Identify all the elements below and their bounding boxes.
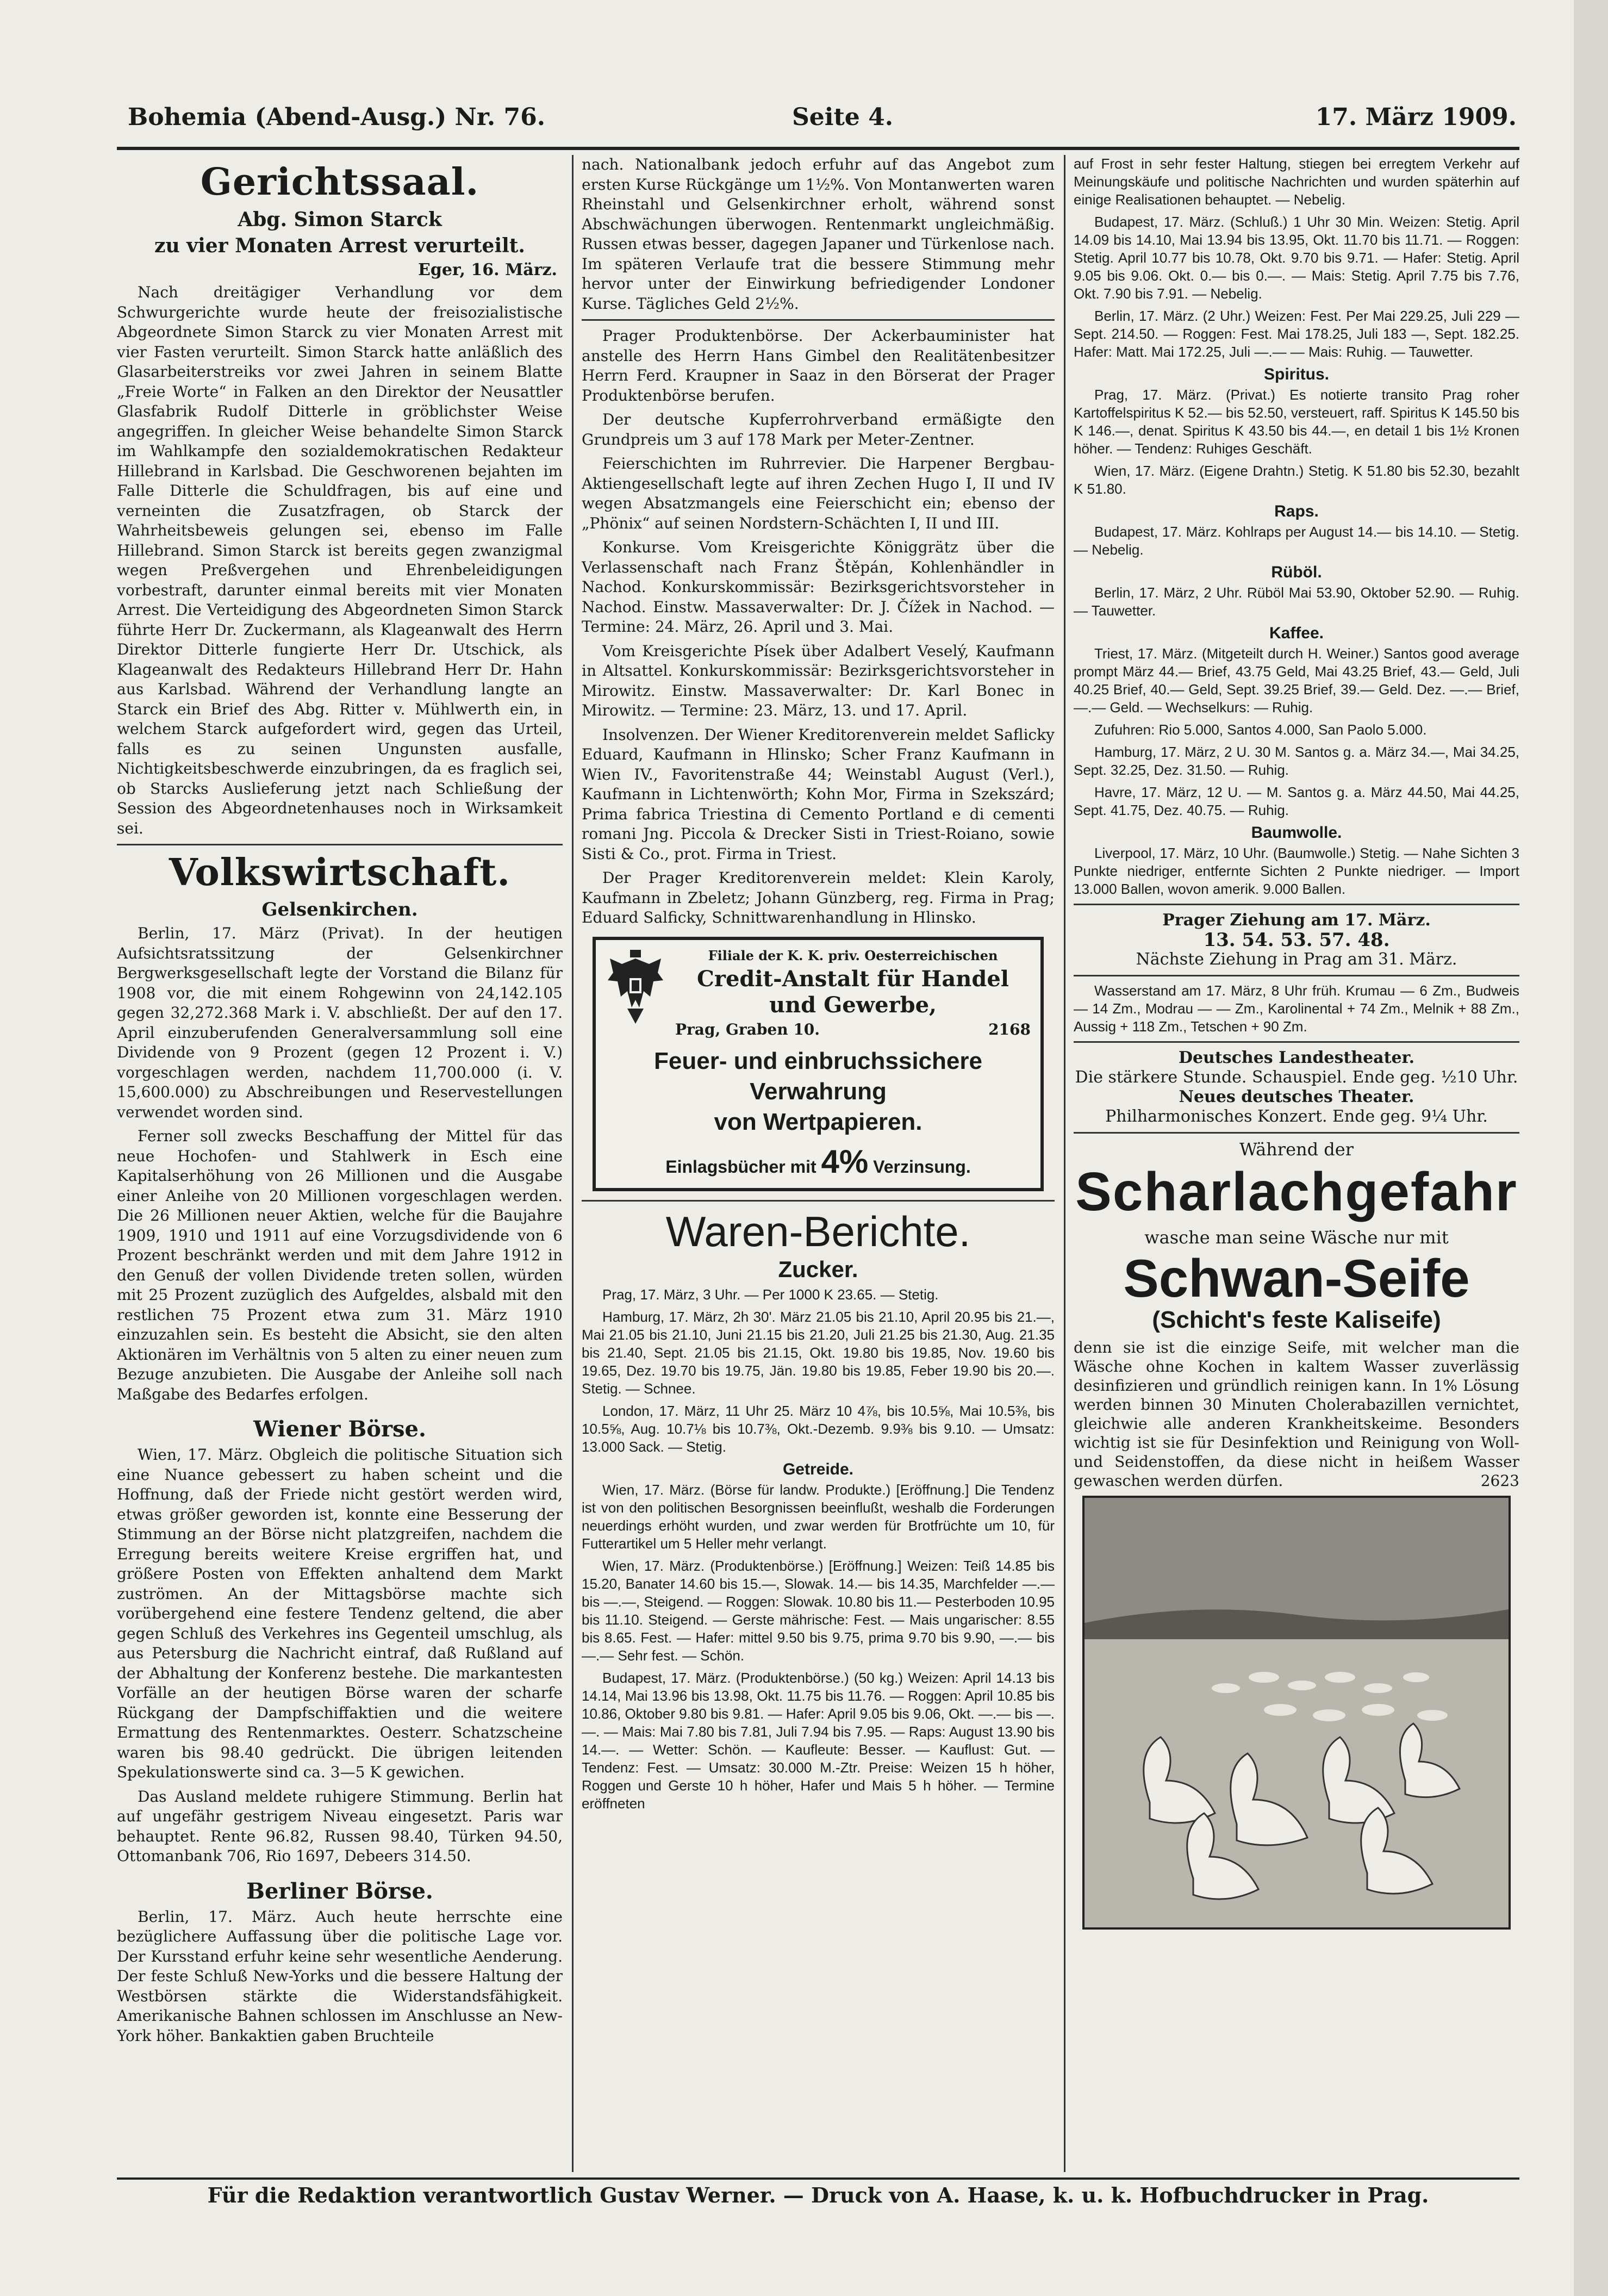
divider <box>1074 1132 1519 1134</box>
kaffee-hamburg: Hamburg, 17. März, 2 U. 30 M. Santos g. a. März 34.—, Mai 34.25, Sept. 32.25, Dez. 31.50. — Ruhig. <box>1074 744 1519 778</box>
ad-number: 2168 <box>988 1020 1031 1038</box>
zucker-hamburg: Hamburg, 17. März, 2h 30'. März 21.05 bis 21.10, April 20.95 bis 21.—, Mai 21.05 bis 21.10, Juni 21.15 bis 21.20, Juli 21.25 bis 21.30, Aug. 21.35 bis 21.40, Sept. 21.05 bis 21.15, Okt. 19.80 bis 19.85, Nov. 19.60 bis 19.65, Dez. 19.70 bis 19.75, Jän. 19.80 bis 19.85, Feber 19.90 bis 20.—. Stetig. — Schnee. <box>582 1308 1055 1397</box>
ad-number: 2623 <box>1480 1472 1519 1490</box>
wiener-paragraph-2: Das Ausland meldete ruhigere Stimmung. Berlin hat auf ungefähr gestrigem Niveau eingesetzt. Paris war behauptet. Rente 96.82, Russen 98.40, Türken 94.50, Ottomanbank 706, Rio 1697, Debeers 314.50. <box>117 1787 563 1865</box>
gericht-subtitle-1: Abg. Simon Starck <box>238 208 442 231</box>
insolvenzen-1: Insolvenzen. Der Wiener Kreditorenverein meldet Saflicky Eduard, Kaufmann in Hlinsko; Scher Franz Kaufmann in Wien IV., Favoritenstraße 44; Weinstabl August (Verl.), Kaufmann in Lichtenwörth; Kohn Mor, Firma in Szekszárd; Prima fabrica Triestina di Cemento Portland e di cementi romani Jng. Piccola & Drecker Sisti in Triest-Roiano, sowie Sisti & Co., prot. Firma in Triest. <box>582 725 1055 863</box>
ad-scharlachgefahr: Scharlachgefahr <box>1075 1161 1518 1222</box>
wiener-title: Wiener Börse. <box>253 1416 426 1442</box>
konkurse-2: Vom Kreisgerichte Písek über Adalbert Veselý, Kaufmann in Altsattel. Konkurskommissär: Bezirksgerichtsvorsteher in Mirowitz. Einstw. Massaverwalter: Dr. Karl Bonec in Mirowitz. — Termine: 23. März, 13. und 17. April. <box>582 642 1055 719</box>
getreide-heading: Getreide. <box>782 1460 854 1478</box>
ad-schwan-seife: Schwan-Seife <box>1123 1248 1470 1308</box>
footer-imprint: Für die Redaktion verantwortlich Gustav Werner. — Druck von A. Haase, k. u. k. Hofbuchdrucker in Prag. <box>207 2183 1429 2207</box>
gericht-dateline: Eger, 16. März. <box>417 260 557 279</box>
header-date: 17. März 1909. <box>1315 103 1517 131</box>
column-3 <box>1074 155 1519 2172</box>
ruboel-heading: Rüböl. <box>1271 563 1322 581</box>
insolvenzen-2: Der Prager Kreditorenverein meldet: Klein Karoly, Kaufmann in Zbeletz; Johann Günzberg, reg. Firma in Prag; Eduard Salficky, Schnittwarenhandlung in Hlinsko. <box>582 869 1055 926</box>
kupferrohrverband: Der deutsche Kupferrohrverband ermäßigte den Grundpreis um 3 auf 178 Mark per Meter-Zentner. <box>582 410 1055 449</box>
credit-anstalt-ad <box>593 937 1044 1191</box>
divider <box>1074 975 1519 976</box>
ad-bottom-post: Verzinsung. <box>873 1156 971 1177</box>
ad-interest-rate: 4% <box>821 1143 869 1180</box>
ad-headline-1: Feuer- und einbruchssichere Verwahrung <box>654 1047 982 1105</box>
page-edge <box>1574 0 1608 2296</box>
ziehung-heading: Prager Ziehung am 17. März. <box>1162 911 1431 930</box>
gericht-title: Gerichtssaal. <box>200 160 479 204</box>
column-rule-2 <box>1064 155 1065 2172</box>
prager-produktenboerse: Prager Produktenbörse. Der Ackerbauminister hat anstelle des Herrn Hans Gimbel den Realitätenbesitzer Herrn Ferd. Kraupner in Saaz in den Börserat der Prager Produktenbörse berufen. <box>582 327 1055 405</box>
kaffee-triest: Triest, 17. März. (Mitgeteilt durch H. Weiner.) Santos good average prompt März 44.— Brief, 43.75 Geld, Mai 43.25 Brief, 43.— Geld, Juli 40.25 Brief, 40.— Geld, Sept. 39.25 Brief, 39.— Geld. Dez. —.— Brief, —.— Geld. — Wechselkurs: — Ruhig. <box>1074 645 1519 715</box>
footer-rule <box>117 2177 1519 2180</box>
waren-title: Waren-Berichte. <box>665 1207 971 1255</box>
double-eagle-icon <box>606 948 665 1029</box>
theater-2-program: Philharmonisches Konzert. Ende geg. 9¼ Uhr. <box>1105 1107 1488 1126</box>
ad-lead-2: wasche man seine Wäsche nur mit <box>1144 1227 1449 1248</box>
wasserstand: Wasserstand am 17. März, 8 Uhr früh. Krumau — 6 Zm., Budweis — 14 Zm., Modrau — — Zm., Karolinental + 74 Zm., Melnik + 88 Zm., Aussig + 118 Zm., Tetschen + 90 Zm. <box>1074 982 1519 1035</box>
raps-heading: Raps. <box>1274 502 1319 520</box>
theater-1-program: Die stärkere Stunde. Schauspiel. Ende geg. ½10 Uhr. <box>1075 1068 1518 1087</box>
zucker-heading: Zucker. <box>778 1256 858 1282</box>
ad-lead: Während der <box>1239 1139 1354 1160</box>
ad-filiale: Filiale der K. K. priv. Oesterreichischen <box>708 947 998 963</box>
berliner-paragraph: Berlin, 17. März. Auch heute herrschte eine bezüglichere Auffassung über die politische Lage vor. Der Kursstand erfuhr keine sehr wesentliche Aenderung. Der feste Schluß New-Yorks und die bessere Haltung der Westbörsen stärkte die Widerstandsfähigkeit. Amerikanische Bahnen schlossen im Anschlusse an New-York höher. Bankaktien gaben Bruchteile <box>117 1907 563 2045</box>
volks-title: Volkswirtschaft. <box>169 851 511 894</box>
feierschichten: Feierschichten im Ruhrrevier. Die Harpener Bergbau-Aktiengesellschaft legte auf ihren Zechen Hugo I, II und IV wegen Absatzmangels eine Feierschicht ein; ebenso der „Phönix“ auf seinen Nordstern-Schächten I, II und III. <box>582 455 1055 532</box>
berliner-title: Berliner Börse. <box>246 1878 433 1904</box>
divider <box>1074 904 1519 905</box>
kaffee-heading: Kaffee. <box>1269 624 1324 642</box>
zucker-london: London, 17. März, 11 Uhr 25. März 10 4⅞, bis 10.5⅝, Mai 10.5⅜, bis 10.5⅝, Aug. 10.7⅛ bis 10.7⅜, Okt.-Dezemb. 9.9⅜ bis 9.10. — Umsatz: 13.000 Sack. — Stetig. <box>582 1402 1055 1455</box>
kaffee-zufuhren: Zufuhren: Rio 5.000, Santos 4.000, San Paolo 5.000. <box>1094 721 1427 738</box>
baumwolle-heading: Baumwolle. <box>1251 824 1342 842</box>
volks-paragraph-2: Ferner soll zwecks Beschaffung der Mittel für das neue Hochofen- und Stahlwerk in Esch eine Kapitalserhöhung von 26 Millionen und die Ausgabe einer Anleihe von 20 Millionen vorgeschlagen werden. Die 26 Millionen neuer Aktien, welche für die Baujahre 1909, 1910 und 1911 auf eine Vorzugsdividende von 6 Prozent beschränkt werden und mit dem Jahre 1912 in den Genuß der vollen Dividende treten sollen, würden mit 25 Prozent zuzüglich des Aufgeldes, alsbald mit den restlichen 75 Prozent etwa zum 31. März 1910 einzuzahlen sein. Es besteht die Absicht, sie den alten Aktionären im Verhältnis von 5 alten zu einer neuen zum Bezuge anzubieten. Die Ausgabe der Anleihe soll nach Maßgabe des Bedarfes erfolgen. <box>117 1127 563 1403</box>
column-2 <box>582 155 1055 2172</box>
divider <box>582 1200 1055 1202</box>
column-1 <box>117 155 563 2172</box>
getreide-budapest: Budapest, 17. März. (Produktenbörse.) (50 kg.) Weizen: April 14.13 bis 14.14, Mai 13.96 bis 13.98, Okt. 11.75 bis 11.76. — Roggen: April 10.85 bis 10.86, Oktober 9.80 bis 9.81. — Hafer: April 9.05 bis 9.06, Okt. —.— bis —.—. — Mais: Mai 7.80 bis 7.81, Juli 7.94 bis 7.95. — Raps: August 13.90 bis 14.—. — Wetter: Schön. — Kaufleute: Besser. — Kauflust: Gut. — Tendenz: Fest. — Umsatz: 30.000 M.-Ztr. Preise: Weizen 15 h höher, Roggen und Gerste 10 h höher, Hafer und Mais 5 h höher. — Termine eröffneten <box>582 1669 1055 1812</box>
ad-bank-name: Credit-Anstalt für Handel und Gewerbe, <box>697 966 1009 1018</box>
spiritus-prag: Prag, 17. März. (Privat.) Es notierte transito Prag roher Kartoffelspiritus K 52.— bis 52.50, versteuert, raff. Spiritus K 145.50 bis K 146.—, denat. Spiritus K 43.50 bis 44.—, en detail 1 bis 1½ Kronen höher. — Tendenz: Ruhiges Geschäft. <box>1074 387 1519 457</box>
ad-address: Prag, Graben 10. <box>675 1020 820 1038</box>
getreide-budapest-schluss: Budapest, 17. März. (Schluß.) 1 Uhr 30 Min. Weizen: Stetig. April 14.09 bis 14.10, Mai 13.94 bis 13.95, Okt. 11.70 bis 11.71. — Roggen: Stetig. April 10.77 bis 10.78, Okt. 9.70 bis 9.71. — Hafer: Stetig. April 9.05 bis 9.06. Okt. 0.— bis 0.—. — Mais: Stetig. April 7.75 bis 7.76, Okt. 7.90 bis 7.91. — Nebelig. <box>1074 214 1519 302</box>
volks-paragraph-1: Berlin, 17. März (Privat). In der heutigen Aufsichtsratssitzung der Gelsenkirchner Bergwerksgesellschaft legte der Vorstand die Bilanz für 1908 vor, die mit einem Rohgewinn von 24,142.105 gegen 32,272.368 Mark i. V. abschließt. Der auf den 17. April einzuberufenden Generalversammlung soll eine Dividende von 9 Prozent (gegen 12 Prozent i. V.) vorgeschlagen werden, nachdem 11,700.000 (i. V. 15,600.000) zu Abschreibungen und Reservestellungen verwendet worden sind. <box>117 924 563 1121</box>
kaffee-havre: Havre, 17. März, 12 U. — M. Santos g. a. März 44.50, Mai 44.25, Sept. 41.75, Dez. 40.75. — Ruhig. <box>1074 784 1519 818</box>
gericht-body: Nach dreitägiger Verhandlung vor dem Schwurgerichte wurde heute der freisozialistische Abgeordnete Simon Starck zu vier Monaten Arrest mit vier Fasten verurteilt. Simon Starck hatte anläßlich des Glasarbeiterstreiks vor zwei Jahren in seinem Blatte „Freie Worte“ in Falken an den Direktor der Neusattler Glasfabrik Rudolf Ditterle in gröblichster Weise angegriffen. In gleicher Weise behandelte Simon Starck im Wahlkampfe den sozialdemokratischen Redakteur Hillebrand in Karlsbad. Die Geschworenen bejahten im Falle Ditterle die Schuldfragen, bis auf eine und verneinten die Zusatzfragen, ob Starck der Wahrheitsbeweis gelungen sei, ebenso im Falle Hillebrand. Simon Starck ist bereits gegen zwanzigmal wegen Preßvergehen und Ehrenbeleidigungen vorbestraft, darunter einmal bereits mit vier Monaten Arrest. Die Verteidigung des Abgeordneten Simon Starck führte Herr Dr. Zuckermann, als Klageanwalt des Herrn Direktor Ditterle fungierte Herr Dr. Utschick, als Klageanwalt des Redakteurs Hillebrand Herr Dr. Hahn aus Karlsbad. Während der Verhandlung langte an Starck ein Brief des Abg. Ritter v. Mühlwerth ein, in welchem Starck aufgefordert wird, gegen das Urteil, falls es zu seinen Ungunsten ausfalle, Nichtigkeitsbeschwerde einzubringen, da es fraglich sei, ob Starcks Auslieferung jetzt nach Schließung der Session des Abgeordnetenhauses noch in Wirksamkeit sei. <box>117 283 563 837</box>
wiener-paragraph-1: Wien, 17. März. Obgleich die politische Situation sich eine Nuance gebessert zu haben scheint und die Hoffnung, daß der Friede nicht gestört werden wird, etwas größer geworden ist, konnte eine Besserung der Stimmung an der Börse nicht platzgreifen, nachdem die Erregung bereits weitere Kreise ergriffen hat, und größere Posten von Effekten anhaltend dem Markt zuströmen. An der Mittagsbörse machte sich vorübergehend eine festere Tendenz geltend, die aber gegen Schluß des Verkehres ins Gegenteil umschlug, als aus Petersburg die Nachricht eintraf, daß Rußland auf der Abhaltung der Konferenz bestehe. Die markantesten Vorfälle an der heutigen Börse waren der scharfe Rückgang der Dampfschiffaktien und die weitere Ermattung des Rentenmarktes. Oesterr. Schatzscheine waren bis 98.40 gedrückt. Die übrigen leitenden Spekulationswerte sind ca. 3—5 K gewichen. <box>117 1446 563 1781</box>
volks-subtitle: Gelsenkirchen. <box>261 899 418 920</box>
getreide-wien-2: Wien, 17. März. (Produktenbörse.) [Eröffnung.] Weizen: Teiß 14.85 bis 15.20, Banater 14.60 bis 15.—, Slowak. 14.— bis 14.35, Marchfelder —.— bis —.—, Steigend. — Roggen: Slowak. 10.80 bis 11.— Pesterboden 10.95 bis 11.10. Steigend. — Gerste mährische: Fest. — Mais ungarischer: 8.55 bis 8.65. Fest. — Hafer: mittel 9.50 bis 9.75, prima 9.70 bis 9.90, —.— bis —.— Sehr fest. — Schön. <box>582 1557 1055 1664</box>
divider <box>582 319 1055 321</box>
gericht-subtitle-2: zu vier Monaten Arrest verurteilt. <box>154 234 525 257</box>
raps-budapest: Budapest, 17. März. Kohlraps per August 14.— bis 14.10. — Stetig. — Nebelig. <box>1074 524 1519 558</box>
col3-continuation: auf Frost in sehr fester Haltung, stiegen bei erregtem Verkehr auf Meinungskäufe und politische Nachrichten und wurden späterhin auf einige Realisationen behauptet. — Nebelig. <box>1074 155 1519 208</box>
zucker-prag: Prag, 17. März, 3 Uhr. — Per 1000 K 23.65. — Stetig. <box>602 1286 939 1303</box>
schwan-seife-ad <box>1074 1139 1519 1930</box>
ad-bottom-pre: Einlagsbücher mit <box>665 1156 817 1177</box>
ziehung-numbers: 13. 54. 53. 57. 48. <box>1203 929 1390 951</box>
swans-illustration <box>1082 1496 1511 1930</box>
divider <box>117 844 563 845</box>
konkurse-1: Konkurse. Vom Kreisgerichte Königgrätz über die Verlassenschaft nach Franz Štěpán, Kohlenhändler in Nachod. Konkurskommissär: Bezirksgerichtsvorsteher in Nachod. Einstw. Massaverwalter: Dr. J. Čížek in Nachod. — Termine: 24. März, 26. April und 3. Mai. <box>582 538 1055 636</box>
ziehung-next: Nächste Ziehung in Prag am 31. März. <box>1136 950 1457 969</box>
header-page-number: Seite 4. <box>791 103 894 131</box>
ruboel-berlin: Berlin, 17. März, 2 Uhr. Rüböl Mai 53.90, Oktober 52.90. — Ruhig. — Tauwetter. <box>1074 584 1519 619</box>
divider <box>1074 1041 1519 1043</box>
ad-schicht: (Schicht's feste Kaliseife) <box>1152 1306 1441 1333</box>
header-masthead: Bohemia (Abend-Ausg.) Nr. 76. <box>128 103 546 131</box>
baumwolle-liverpool: Liverpool, 17. März, 10 Uhr. (Baumwolle.) Stetig. — Nahe Sichten 3 Punkte niedriger, entfernte Sichten 2 Punkte niedriger. — Import 13.000 Ballen, wovon amerik. 9.000 Ballen. <box>1074 845 1519 897</box>
header-rule <box>117 147 1519 150</box>
theater-2-name: Neues deutsches Theater. <box>1179 1087 1414 1106</box>
ad-body-text: denn sie ist die einzige Seife, mit welcher man die Wäsche ohne Kochen in kaltem Wasser zuverlässig desinfizieren und gründlich reinigen kann. In 1% Lösung werden binnen 30 Minuten Cholerabazillen vernichtet, gleichwie alle anderen Krankheitskeime. Besonders wichtig ist sie für Desinfektion und Reinigung von Woll- und Seidenstoffen, da diese nicht in heißem Wasser gewaschen werden dürfen. <box>1074 1339 1519 1490</box>
theater-1-name: Deutsches Landestheater. <box>1178 1048 1415 1067</box>
col2-continuation: nach. Nationalbank jedoch erfuhr auf das Angebot zum ersten Kurse Rückgänge um 1½%. Von Montanwerten waren Rheinstahl und Gelsenkirchner erholt, während sonst Abschwächungen überwogen. Rentenmarkt ungleichmäßig. Russen etwas besser, dagegen Japaner und Türkenlose nach. Im späteren Verlaufe trat die bessere Stimmung mehr hervor unter der Einwirkung befriedigender Londoner Kurse. Tägliches Geld 2½%. <box>582 155 1055 313</box>
ad-headline-2: von Wertpapieren. <box>714 1108 923 1135</box>
getreide-wien-1: Wien, 17. März. (Börse für landw. Produkte.) [Eröffnung.] Die Tendenz ist von den politischen Besorgnissen beeinflußt, weshalb die Forderungen neuerdings erhöht wurden, und zwar werden für Brotfrüchte um 10, für Futterartikel um 5 Heller mehr verlangt. <box>582 1481 1055 1552</box>
ad-body <box>1074 1338 1519 1490</box>
spiritus-wien: Wien, 17. März. (Eigene Drahtn.) Stetig. K 51.80 bis 52.30, bezahlt K 51.80. <box>1074 463 1519 497</box>
spiritus-heading: Spiritus. <box>1263 365 1329 383</box>
column-rule-1 <box>572 155 574 2172</box>
getreide-berlin: Berlin, 17. März. (2 Uhr.) Weizen: Fest. Per Mai 229.25, Juli 229 — Sept. 214.50. — Roggen: Fest. Mai 178.25, Juli 183 —, Sept. 182.25. Hafer: Matt. Mai 172.25, Juli —.— — Mais: Ruhig. — Tauwetter. <box>1074 308 1519 360</box>
